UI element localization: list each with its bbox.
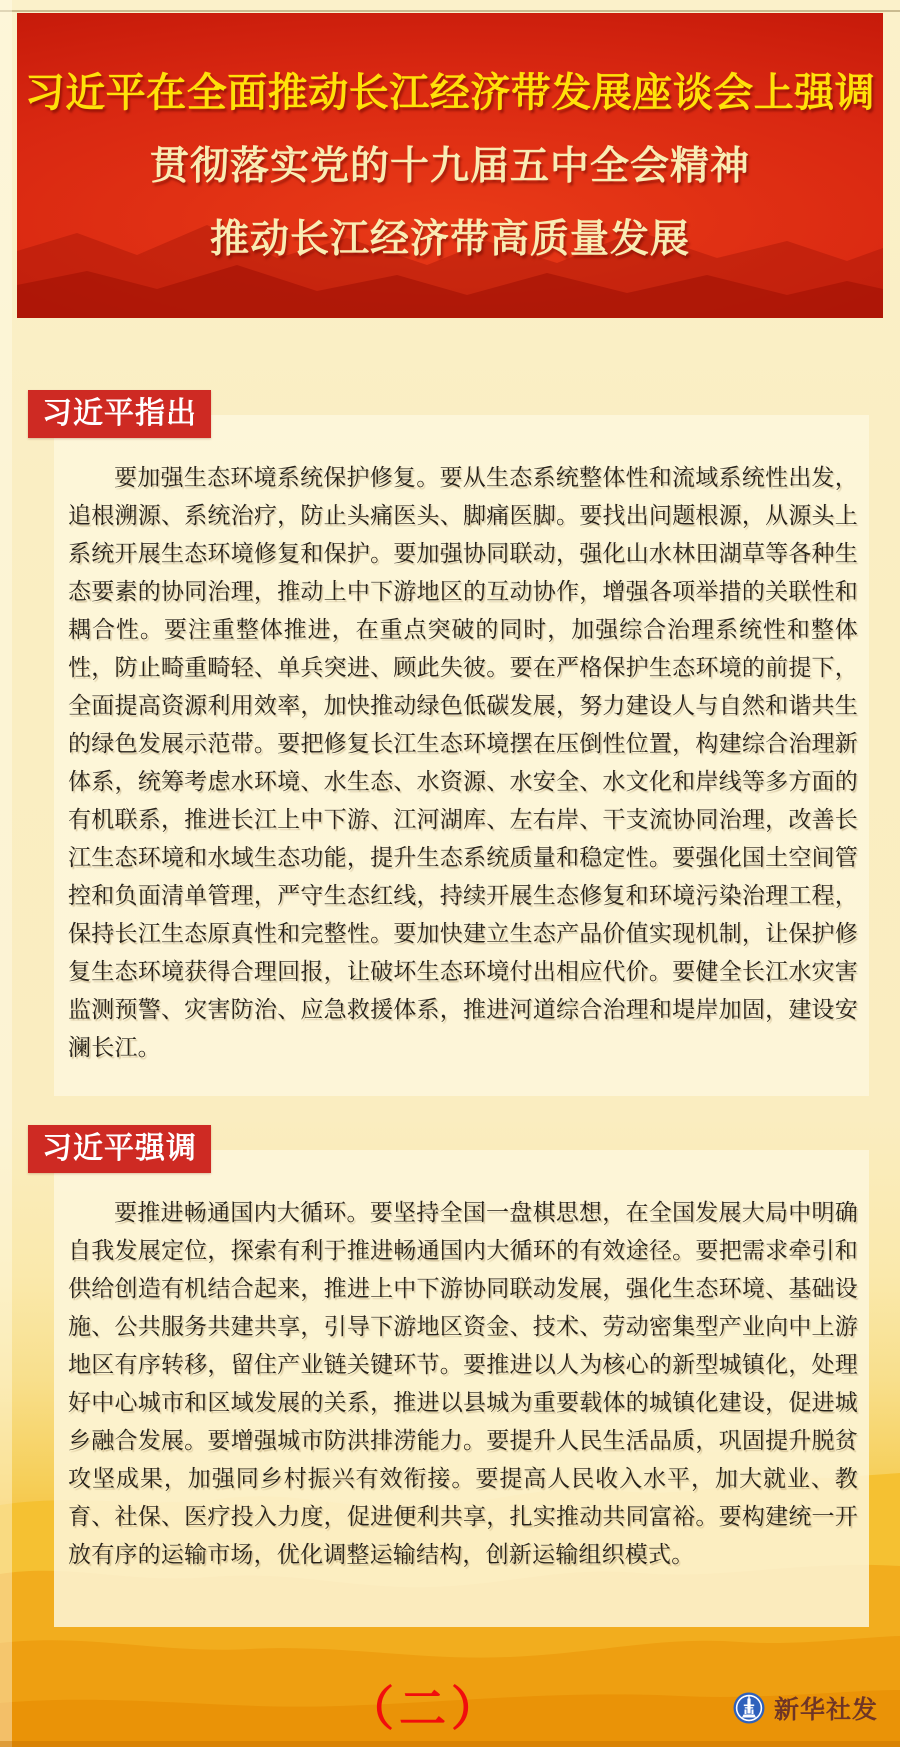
section-text-box-1 bbox=[54, 415, 869, 1096]
page-number-marker: （二） bbox=[347, 1682, 503, 1735]
xinhua-emblem-icon bbox=[733, 1692, 765, 1724]
banner-title-line2: 贯彻落实党的十九届五中全会精神 bbox=[149, 145, 750, 188]
section-text-box-2 bbox=[54, 1150, 869, 1627]
header-banner bbox=[17, 13, 883, 318]
banner-title-line3: 推动长江经济带高质量发展 bbox=[209, 218, 690, 261]
section-paragraph-1: 要加强生态环境系统保护修复。要从生态系统整体性和流域系统性出发，追根溯源、系统治疗，防止头痛医头、脚痛医脚。要找出问题根源，从源头上系统开展生态环境修复和保护。要加强协同联动，强化山水林田湖草等各种生态要素的协同治理，推动上中下游地区的互动协作，增强各项举措的关联性和耦合性。要注重整体推进，在重点突破的同时，加强综合治理系统性和整体性，防止畸重畸轻、单兵突进、顾此失彼。要在严格保护生态环境的前提下，全面提高资源利用效率，加快推动绿色低碳发展，努力建设人与自然和谐共生的绿色发展示范带。要把修复长江生态环境摆在压倒性位置，构建综合治理新体系，统筹考虑水环境、水生态、水资源、水安全、水文化和岸线等多方面的有机联系，推进长江上中下游、江河湖库、左右岸、干支流协同治理，改善长江生态环境和水域生态功能，提升生态系统质量和稳定性。要强化国土空间管控和负面清单管理，严守生态红线，持续开展生态修复和环境污染治理工程，保持长江生态原真性和完整性。要加快建立生态产品价值实现机制，让保护修复生态环境获得合理回报，让破坏生态环境付出相应代价。要健全长江水灾害监测预警、灾害防治、应急救援体系，推进河道综合治理和堤岸加固，建设安澜长江。 bbox=[68, 464, 858, 1060]
news-agency-credit bbox=[733, 1690, 878, 1726]
credit-label: 新华社发 bbox=[773, 1696, 878, 1724]
section-badge-xi-pointed-out: 习近平指出 bbox=[28, 390, 211, 438]
left-edge-highlight bbox=[0, 0, 12, 1747]
top-border-line bbox=[0, 10, 900, 12]
banner-title-line1: 习近平在全面推动长江经济带发展座谈会上强调 bbox=[24, 71, 876, 115]
section-badge-xi-emphasized: 习近平强调 bbox=[28, 1125, 211, 1173]
banner-title-block bbox=[17, 13, 883, 276]
bottom-edge-shade bbox=[0, 1741, 900, 1747]
section-paragraph-2: 要推进畅通国内大循环。要坚持全国一盘棋思想，在全国发展大局中明确自我发展定位，探索有利于推进畅通国内大循环的有效途径。要把需求牵引和供给创造有机结合起来，推进上中下游协同联动发展，强化生态环境、基础设施、公共服务共建共享，引导下游地区资金、技术、劳动密集型产业向中上游地区有序转移，留住产业链关键环节。要推进以人为核心的新型城镇化，处理好中心城市和区域发展的关系，推进以县城为重要载体的城镇化建设，促进城乡融合发展。要增强城市防洪排涝能力。要提升人民生活品质，巩固提升脱贫攻坚成果，加强同乡村振兴有效衔接。要提高人民收入水平，加大就业、教育、社保、医疗投入力度，促进便利共享，扎实推动共同富裕。要构建统一开放有序的运输市场，优化调整运输结构，创新运输组织模式。 bbox=[68, 1199, 858, 1567]
